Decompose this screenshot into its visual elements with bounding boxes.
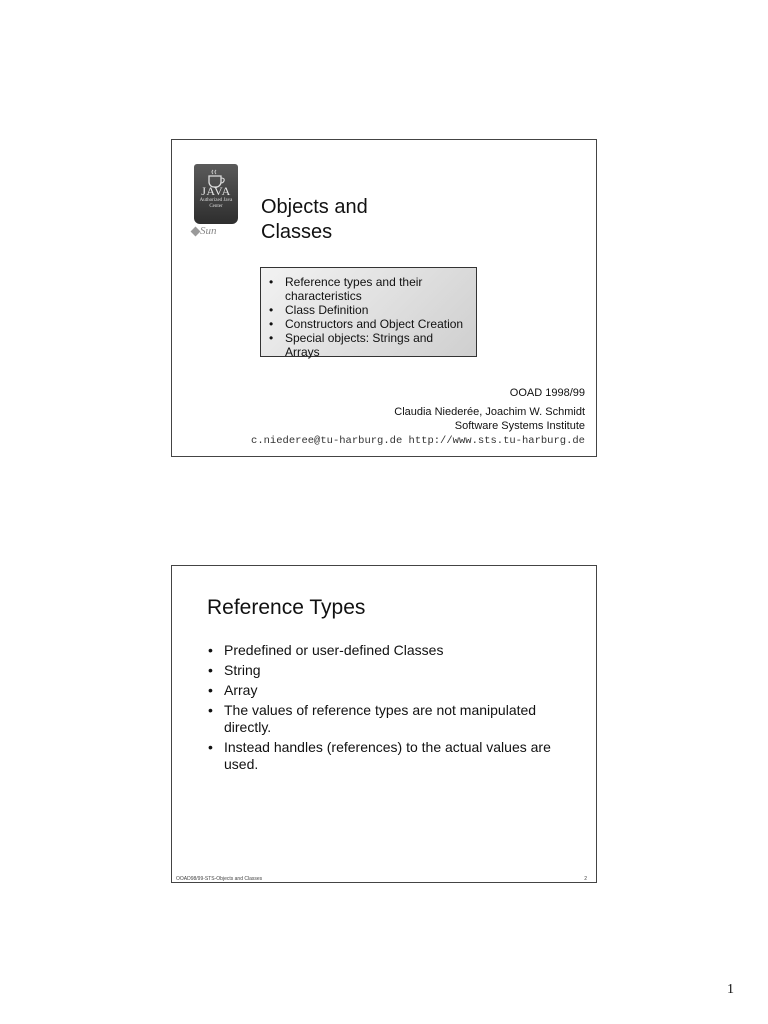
- page-number: 1: [727, 982, 734, 997]
- java-badge-text: JAVA: [201, 184, 231, 198]
- bullet-item: • Array: [208, 682, 558, 699]
- authors-block: [394, 405, 585, 433]
- slide-title-line1: Objects and: [261, 196, 368, 218]
- java-badge-subtext: Authorized Java Center: [199, 198, 233, 209]
- topic-item: • Special objects: Strings and Arrays: [269, 331, 468, 359]
- bullet-item: • Predefined or user-defined Classes: [208, 642, 558, 659]
- bullet-item: • Instead handles (references) to the actual values are used.: [208, 739, 558, 773]
- bullet-item: • String: [208, 662, 558, 679]
- slide-footer-label: OOAD98/99-STS-Objects and Classes: [176, 876, 263, 882]
- bullet-list: [208, 642, 558, 776]
- slide-title-line2: Classes: [261, 221, 333, 243]
- slide-title: Reference Types: [207, 596, 366, 619]
- sun-brand: Sun: [200, 225, 217, 237]
- slide-title: [261, 195, 368, 245]
- slide-objects-and-classes: [171, 139, 597, 457]
- bullet-item: • The values of reference types are not manipulated directly.: [208, 702, 558, 736]
- java-center-logo: [192, 164, 242, 240]
- sun-diamond-icon: [191, 227, 201, 237]
- topics-list: [269, 275, 468, 359]
- topic-item: • Reference types and their characteristics: [269, 275, 468, 303]
- institute: Software Systems Institute: [454, 420, 585, 432]
- topic-item: • Constructors and Object Creation: [269, 317, 468, 331]
- slide-footer-number: 2: [584, 876, 587, 882]
- authors: Claudia Niederée, Joachim W. Schmidt: [394, 406, 585, 418]
- java-badge: [194, 164, 238, 224]
- contact-line: c.niederee@tu-harburg.de http://www.sts.tu-harburg.de: [251, 435, 585, 447]
- course-label: OOAD 1998/99: [509, 387, 585, 399]
- topics-box: [260, 267, 477, 357]
- slide-reference-types: [171, 565, 597, 883]
- topic-item: • Class Definition: [269, 303, 468, 317]
